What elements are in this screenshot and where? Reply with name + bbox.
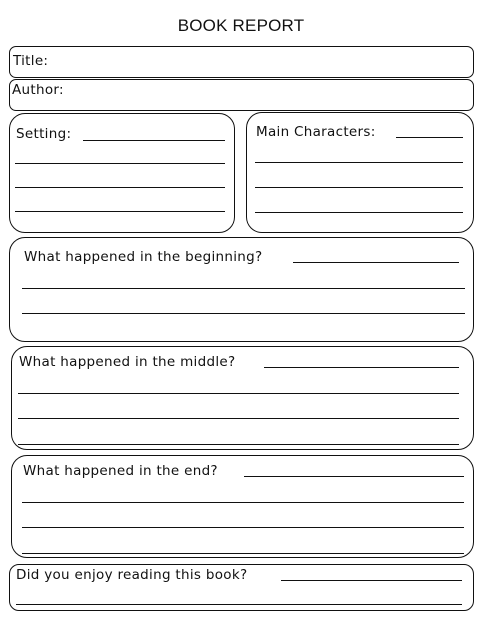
end-field[interactable] [11,455,474,558]
page-title: BOOK REPORT [177,16,305,35]
beginning-line [22,288,465,289]
setting-line [83,140,225,141]
title-label: Title: [13,53,49,69]
middle-field[interactable] [11,346,474,450]
characters-line [255,162,463,163]
middle-line [18,418,459,419]
enjoy-line [281,580,462,581]
setting-field[interactable] [9,113,235,233]
middle-line [18,444,459,445]
enjoy-line [16,604,462,605]
middle-line [18,393,459,394]
middle-label: What happened in the middle? [19,354,236,370]
end-line [244,476,464,477]
beginning-line [293,262,459,263]
main-characters-field[interactable] [246,112,474,233]
setting-line [15,163,225,164]
title-field[interactable] [9,46,474,78]
end-line [22,527,464,528]
setting-line [15,187,225,188]
enjoy-field[interactable] [9,564,474,611]
beginning-label: What happened in the beginning? [24,249,263,265]
author-field[interactable] [9,79,474,111]
end-line [22,502,464,503]
end-label: What happened in the end? [23,463,218,479]
characters-line [255,187,463,188]
main-characters-label: Main Characters: [256,124,376,140]
characters-line [255,212,463,213]
setting-line [15,211,225,212]
setting-label: Setting: [16,126,72,142]
middle-line [264,367,459,368]
characters-line [396,137,463,138]
enjoy-label: Did you enjoy reading this book? [16,567,248,583]
beginning-line [22,313,465,314]
end-line [22,553,464,554]
beginning-field[interactable] [9,237,474,342]
author-label: Author: [12,82,64,98]
